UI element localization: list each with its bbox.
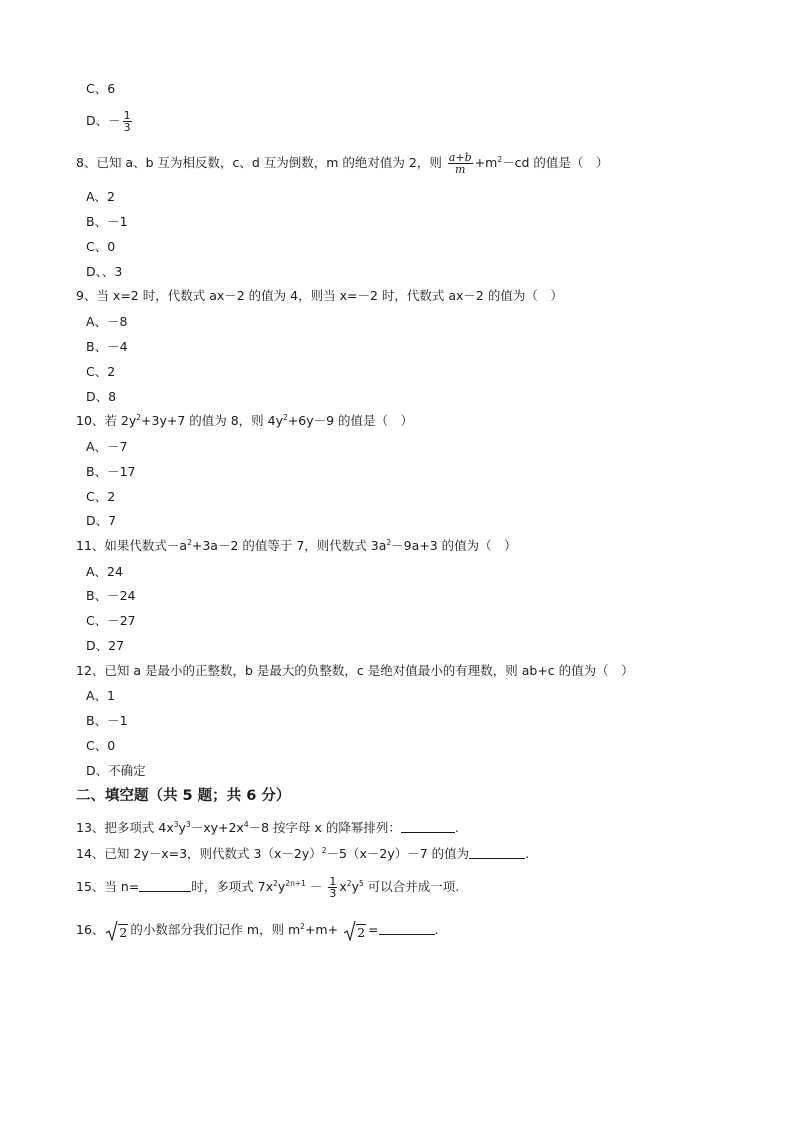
q8-fraction [448,152,473,175]
frac-denominator: 3 [123,121,131,134]
superscript: 2 [136,413,142,422]
q16-stem-text: 的小数部分我们记作 m，则 m [130,922,301,937]
q16-stem-text: 16、 [76,922,105,937]
q9-option-d: D、8 [86,389,117,404]
q11-option-d: D、27 [86,638,125,653]
q10-option-a: A、－7 [86,439,128,454]
q10-stem-text: +3y+7 的值为 8，则 4y [141,413,283,428]
q10-option-b: B、－17 [86,464,136,479]
q8-stem-text: 8、已知 a、b 互为相反数，c、d 互为倒数，m 的绝对值为 2，则 [76,155,442,170]
frac-denominator: 3 [329,887,337,900]
q16-stem-text: +m+ [304,922,339,937]
q13-stem-text: 13、把多项式 4x [76,820,174,835]
superscript: 2 [346,879,352,888]
q8-stem-text: +m [474,155,498,170]
q11-stem-text: －9a+3 的值为（ ） [391,538,517,553]
q12-option-a: A、1 [86,688,116,703]
frac-numerator: 1 [329,875,337,888]
q11-option-c: C、－27 [86,613,136,628]
superscript: 2n+1 [285,879,306,888]
q8-option-a: A、2 [86,189,116,204]
q14-stem [76,846,529,862]
q7-option-d-fraction [123,110,132,133]
superscript: 3 [185,820,191,829]
sqrt-symbol [106,921,128,941]
frac-numerator: a+b [448,151,472,164]
superscript: 2 [386,538,392,547]
q13-answer-blank[interactable] [401,820,455,833]
q13-stem-text: －8 按字母 x 的降幂排列： [248,820,401,835]
q8-stem-text: －cd 的值是（ ） [502,155,609,170]
frac-numerator: 1 [123,109,131,122]
q11-option-b: B、－24 [86,588,136,603]
q15-stem-text: x [339,879,347,894]
q14-answer-blank[interactable] [469,846,525,859]
superscript: 2 [497,155,503,164]
q11-stem-text: +3a－2 的值等于 7，则代数式 3a [191,538,387,553]
superscript: 2 [321,846,327,855]
superscript: 2 [300,922,305,931]
radical-sign-icon [344,921,356,941]
sqrt-symbol [344,921,366,941]
q16-answer-blank[interactable] [379,922,435,935]
q15-stem-text: 15、当 n= [76,879,140,894]
q15-stem-text: － [309,879,323,894]
q9-option-c: C、2 [86,364,116,379]
q8-option-c: C、0 [86,239,116,254]
q11-stem [76,538,517,554]
q10-option-c: C、2 [86,489,116,504]
q13-stem-end: . [454,820,459,835]
q14-stem-text: 14、已知 2y－x=3，则代数式 3（x－2y） [76,846,322,861]
q15-stem [76,872,459,902]
superscript: 5 [358,879,364,888]
superscript: 3 [173,820,179,829]
radicand: 2 [357,924,366,940]
superscript: 2 [283,413,288,422]
q16-stem-end: . [434,922,439,937]
q15-stem-text: 可以合并成一项. [367,879,460,894]
q8-stem [76,148,608,178]
superscript: 4 [243,820,249,829]
q8-option-b: B、－1 [86,214,128,229]
q12-option-b: B、－1 [86,713,128,728]
q12-option-c: C、0 [86,738,116,753]
q10-option-d: D、7 [86,513,117,528]
q7-option-d [86,106,134,136]
q12-option-d: D、不确定 [86,763,146,778]
q15-stem-text: y [351,879,359,894]
frac-denominator: m [455,163,466,176]
q13-stem-text: －xy+2x [190,820,244,835]
q7-option-d-prefix: D、－ [86,113,121,128]
radicand: 2 [119,924,128,940]
q15-answer-blank[interactable] [139,879,191,892]
q14-stem-text: －5（x－2y）－7 的值为 [326,846,470,861]
q8-option-d: D、、3 [86,264,123,279]
q15-stem-text: y [277,879,286,894]
q13-stem [76,820,459,836]
radical-sign-icon [106,921,118,941]
q14-stem-end: . [525,846,530,861]
q9-option-a: A、－8 [86,314,128,329]
superscript: 2 [187,538,192,547]
q10-stem [76,413,413,429]
q12-stem: 12、已知 a 是最小的正整数，b 是最大的负整数，c 是绝对值最小的有理数，则 ab+c 的值为（ ） [76,663,634,678]
section-heading-fill-in: 二、填空题（共 5 题；共 6 分） [76,788,291,804]
q10-stem-text: +6y－9 的值是（ ） [287,413,414,428]
q15-fraction [328,876,337,899]
q10-stem-text: 10、若 2y [76,413,137,428]
q9-stem: 9、当 x=2 时，代数式 ax－2 的值为 4，则当 x=－2 时，代数式 ax－2 的值为（ ） [76,288,563,303]
q16-stem-text: = [368,922,379,937]
q15-stem-text: 时，多项式 7x [191,879,274,894]
superscript: 2 [273,879,278,888]
q13-stem-text: y [178,820,186,835]
q11-stem-text: 11、如果代数式－a [76,538,188,553]
q9-option-b: B、－4 [86,339,128,354]
q11-option-a: A、24 [86,564,123,579]
q7-option-c: C、6 [86,81,116,96]
q16-stem [76,918,438,942]
